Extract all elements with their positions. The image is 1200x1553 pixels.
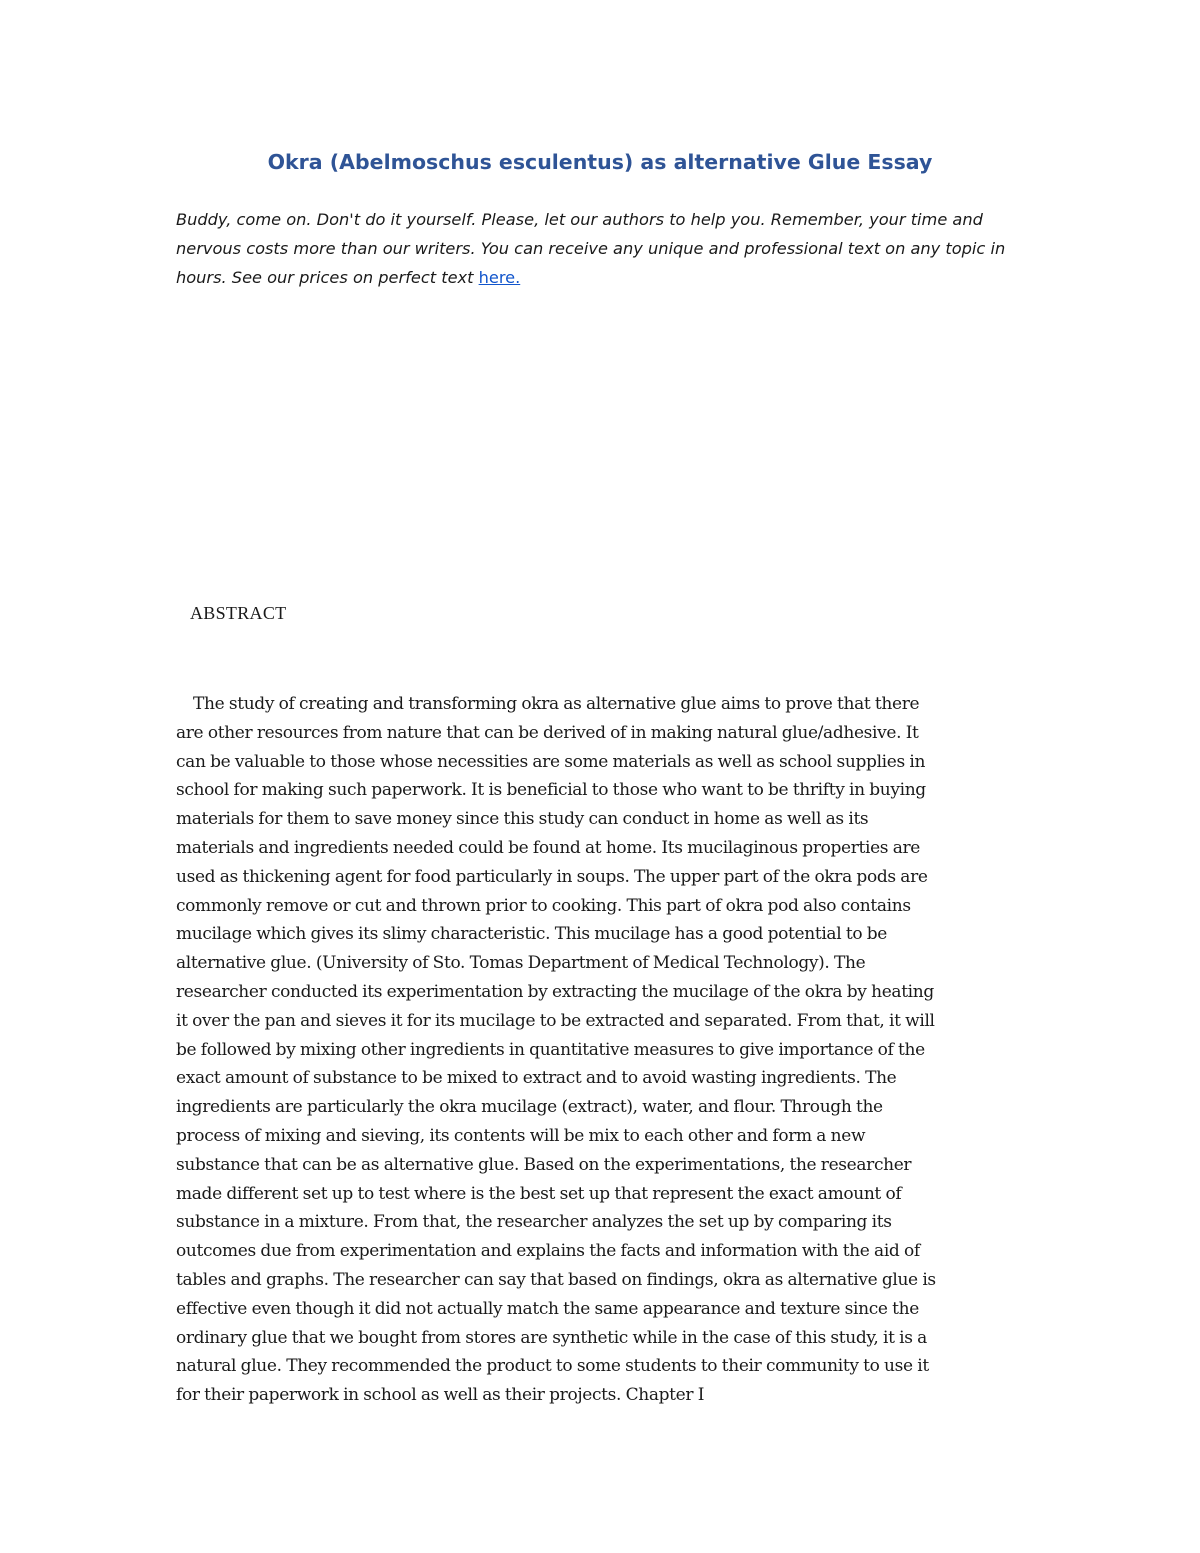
abstract-line: alternative glue. (University of Sto. Tomas Department of Medical Technology). The <box>176 953 866 974</box>
abstract-line: used as thickening agent for food particularly in soups. The upper part of the okra pods are <box>176 866 928 887</box>
abstract-line: researcher conducted its experimentation by extracting the mucilage of the okra by heating <box>176 981 934 1002</box>
abstract-line: commonly remove or cut and thrown prior to cooking. This part of okra pod also contains <box>176 895 911 916</box>
abstract-line: it over the pan and sieves it for its mucilage to be extracted and separated. From that, it will <box>176 1010 935 1031</box>
abstract-line: effective even though it did not actually match the same appearance and texture since the <box>176 1298 919 1319</box>
abstract-line: materials for them to save money since this study can conduct in home as well as its <box>176 809 869 830</box>
abstract-line: for their paperwork in school as well as their projects. Chapter I <box>176 1385 705 1406</box>
promo-text: Buddy, come on. Don't do it yourself. Please, let our authors to help you. Remember, your time and nervous costs more than our writers. You can receive any unique and professional text on any topic in hours. See our prices on perfect text <box>176 210 1006 287</box>
abstract-line: outcomes due from experimentation and explains the facts and information with the aid of <box>176 1241 920 1262</box>
abstract-heading: ABSTRACT <box>190 603 287 623</box>
abstract-body <box>176 690 1018 1410</box>
abstract-line: be followed by mixing other ingredients in quantitative measures to give importance of the <box>176 1039 925 1060</box>
abstract-line: tables and graphs. The researcher can say that based on findings, okra as alternative glue is <box>176 1269 936 1290</box>
abstract-line: ingredients are particularly the okra mucilage (extract), water, and flour. Through the <box>176 1097 883 1118</box>
document-title: Okra (Abelmoschus esculentus) as alternative Glue Essay <box>267 150 933 174</box>
abstract-line: exact amount of substance to be mixed to extract and to avoid wasting ingredients. The <box>176 1068 897 1089</box>
abstract-line: process of mixing and sieving, its contents will be mix to each other and form a new <box>176 1125 866 1146</box>
abstract-line: school for making such paperwork. It is beneficial to those who want to be thrifty in buying <box>176 780 926 801</box>
abstract-line: mucilage which gives its slimy characteristic. This mucilage has a good potential to be <box>176 924 888 945</box>
abstract-line: natural glue. They recommended the product to some students to their community to use it <box>176 1356 929 1377</box>
promo-paragraph <box>176 205 1036 292</box>
abstract-line: ordinary glue that we bought from stores are synthetic while in the case of this study, it is a <box>176 1327 927 1348</box>
abstract-line: substance in a mixture. From that, the researcher analyzes the set up by comparing its <box>176 1212 892 1233</box>
abstract-line: made different set up to test where is the best set up that represent the exact amount of <box>176 1183 902 1204</box>
abstract-line: materials and ingredients needed could be found at home. Its mucilaginous properties are <box>176 837 920 858</box>
abstract-line: substance that can be as alternative glue. Based on the experimentations, the researcher <box>176 1154 912 1175</box>
abstract-line: are other resources from nature that can be derived of in making natural glue/adhesive. It <box>176 722 919 743</box>
abstract-line: The study of creating and transforming okra as alternative glue aims to prove that there <box>193 694 920 714</box>
abstract-line: can be valuable to those whose necessities are some materials as well as school supplies in <box>176 751 926 772</box>
promo-link[interactable]: here. <box>478 268 521 287</box>
